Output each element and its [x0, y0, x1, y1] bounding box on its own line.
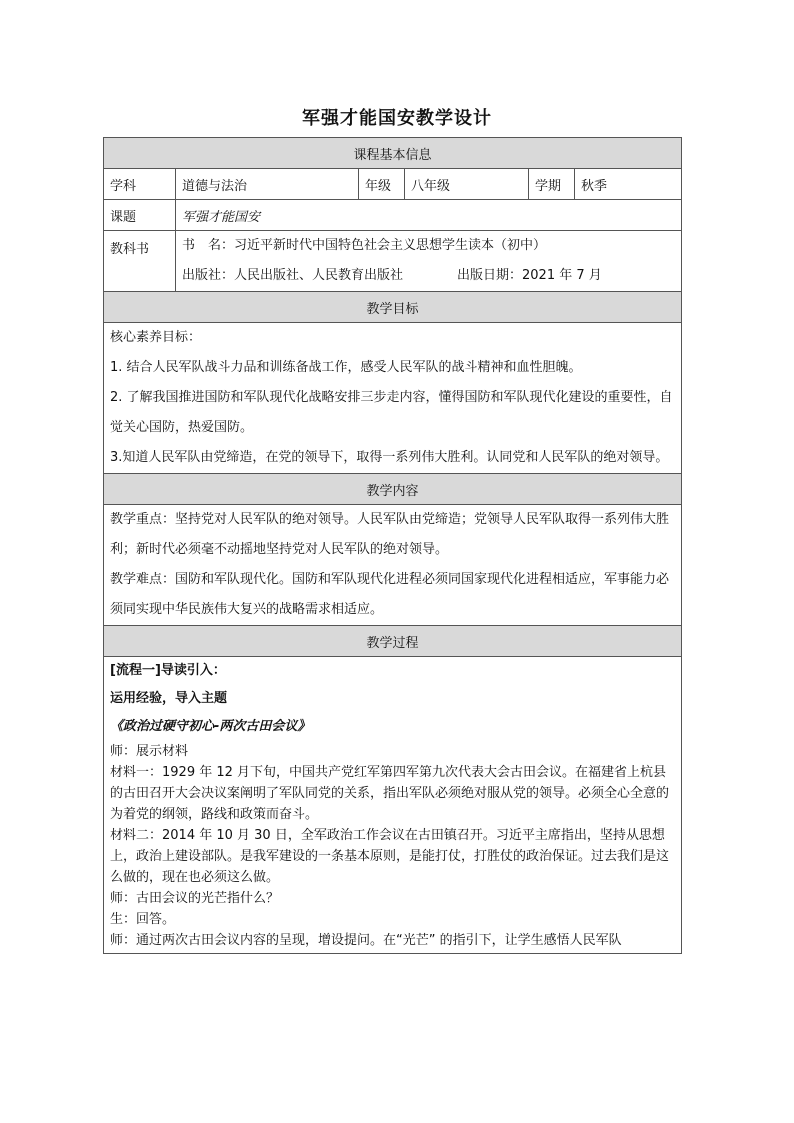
process-line: 师：展示材料: [110, 744, 189, 759]
book-name: 书 名：习近平新时代中国特色社会主义思想学生读本（初中）: [182, 238, 547, 253]
section-header-basic-info: 课程基本信息: [104, 138, 682, 169]
publisher: 出版社：人民出版社、人民教育出版社: [182, 268, 404, 283]
process-line: 材料二：2014 年 10 月 30 日，全军政治工作会议在古田镇召开。习近平主席指出，坚持从思想上，政治上建设部队。是我军建设的一条基本原则，是能打仗，打胜仗的政治保证。过去我们是这么做的，现在也必须这么做。: [110, 828, 670, 885]
textbook-info: [176, 231, 682, 292]
objective-item: 1. 结合人民军队战斗力品和训练备战工作，感受人民军队的战斗精神和血性胆魄。: [110, 360, 582, 375]
subject-label: 学科: [104, 169, 176, 200]
objective-item: 2. 了解我国推进国防和军队现代化战略安排三步走内容，懂得国防和军队现代化建设的重要性，自觉关心国防，热爱国防。: [110, 390, 673, 435]
objectives-block: [104, 323, 682, 474]
textbook-label: [104, 231, 176, 292]
term-value: 秋季: [575, 169, 682, 200]
topic-label: 课题: [104, 200, 176, 231]
difficulties: 教学难点：国防和军队现代化。国防和军队现代化进程必须同国家现代化进程相适应，军事能力必须同实现中华民族伟大复兴的战略需求相适应。: [110, 572, 670, 617]
section-header-objectives: 教学目标: [104, 292, 682, 323]
textbook-label-text: 教科书: [110, 242, 150, 257]
objectives-heading: 核心素养目标：: [110, 330, 202, 345]
process-step-subtitle: 运用经验，导入主题: [110, 691, 228, 706]
objective-item: 3.知道人民军队由党缔造，在党的领导下，取得一系列伟大胜利。认同党和人民军队的绝对领导。: [110, 450, 669, 465]
grade-value: 八年级: [405, 169, 529, 200]
publish-date: 出版日期：2021 年 7 月: [457, 268, 602, 283]
publisher-line: [182, 261, 675, 291]
section-header-process: 教学过程: [104, 626, 682, 657]
material-title: 《政治过硬守初心-两次古田会议》: [110, 719, 311, 734]
process-block: [104, 657, 682, 954]
lesson-plan-table: [103, 137, 682, 954]
grade-label: 年级: [359, 169, 405, 200]
process-line: 师：通过两次古田会议内容的呈现，增设提问。在“光芒” 的指引下，让学生感悟人民军队: [110, 933, 622, 948]
content-block: [104, 505, 682, 626]
document-title: 军强才能国安教学设计: [302, 108, 492, 129]
process-line: 材料一：1929 年 12 月下旬，中国共产党红军第四军第九次代表大会古田会议。在福建省上杭县的古田召开大会决议案阐明了军队同党的关系，指出军队必须绝对服从党的领导。必须全心全意的为着党的纲领，路线和政策而奋斗。: [110, 765, 670, 822]
topic-value: 军强才能国安: [176, 200, 682, 231]
key-points: 教学重点：坚持党对人民军队的绝对领导。人民军队由党缔造；党领导人民军队取得一系列伟大胜利；新时代必须毫不动摇地坚持党对人民军队的绝对领导。: [110, 512, 670, 557]
term-label: 学期: [529, 169, 575, 200]
process-line: 生：回答。: [110, 912, 176, 927]
section-header-content: 教学内容: [104, 474, 682, 505]
process-line: 师：古田会议的光芒指什么？: [110, 891, 280, 906]
process-step-title: [流程一]导读引入：: [110, 663, 226, 678]
subject-value: 道德与法治: [176, 169, 359, 200]
